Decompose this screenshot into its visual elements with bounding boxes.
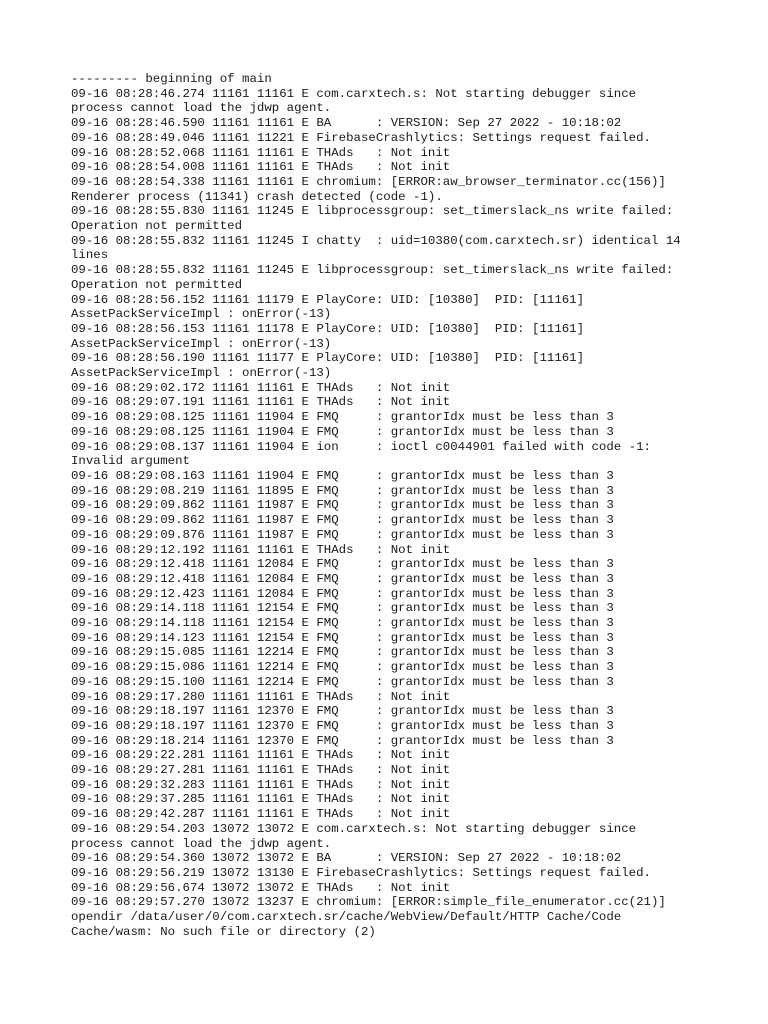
log-line: 09-16 08:29:15.086 11161 12214 E FMQ : grantorIdx must be less than 3	[71, 660, 614, 675]
log-line: 09-16 08:29:56.219 13072 13130 E FirebaseCrashlytics: Settings request failed.	[71, 865, 651, 880]
log-line: 09-16 08:29:42.287 11161 11161 E THAds : Not init	[71, 807, 451, 822]
log-line: 09-16 08:28:54.338 11161 11161 E chromium: [ERROR:aw_browser_terminator.cc(156)]	[71, 174, 666, 189]
log-line: 09-16 08:28:56.152 11161 11179 E PlayCore: UID: [10380] PID: [11161]	[71, 292, 585, 307]
log-line: AssetPackServiceImpl : onError(-13)	[71, 336, 332, 351]
log-line: Operation not permitted	[71, 219, 243, 234]
log-line: 09-16 08:29:12.423 11161 12084 E FMQ : grantorIdx must be less than 3	[71, 586, 614, 601]
log-line: 09-16 08:29:15.100 11161 12214 E FMQ : grantorIdx must be less than 3	[71, 674, 614, 689]
log-line: Operation not permitted	[71, 277, 243, 292]
log-line: AssetPackServiceImpl : onError(-13)	[71, 307, 332, 322]
log-line: lines	[71, 248, 109, 263]
log-line: 09-16 08:28:56.190 11161 11177 E PlayCore: UID: [10380] PID: [11161]	[71, 351, 585, 366]
log-line: 09-16 08:29:14.118 11161 12154 E FMQ : grantorIdx must be less than 3	[71, 616, 614, 631]
log-line: --------- beginning of main	[71, 72, 272, 86]
log-line: 09-16 08:29:54.360 13072 13072 E BA : VERSION: Sep 27 2022 - 10:18:02	[71, 851, 622, 866]
log-line: 09-16 08:29:57.270 13072 13237 E chromium: [ERROR:simple_file_enumerator.cc(21)]	[71, 895, 666, 910]
log-line: 09-16 08:28:54.008 11161 11161 E THAds : Not init	[71, 160, 451, 175]
log-line: 09-16 08:29:32.283 11161 11161 E THAds : Not init	[71, 777, 451, 792]
log-line: 09-16 08:29:54.203 13072 13072 E com.carxtech.s: Not starting debugger since	[71, 821, 637, 836]
log-line: Renderer process (11341) crash detected (code -1).	[71, 189, 443, 204]
log-line: 09-16 08:29:15.085 11161 12214 E FMQ : grantorIdx must be less than 3	[71, 645, 614, 660]
log-line: 09-16 08:29:02.172 11161 11161 E THAds : Not init	[71, 380, 451, 395]
log-line: 09-16 08:29:09.862 11161 11987 E FMQ : grantorIdx must be less than 3	[71, 498, 614, 513]
log-line: 09-16 08:29:18.197 11161 12370 E FMQ : grantorIdx must be less than 3	[71, 704, 614, 719]
log-line: 09-16 08:28:55.830 11161 11245 E libprocessgroup: set_timerslack_ns write failed:	[71, 204, 674, 219]
log-line: 09-16 08:29:12.418 11161 12084 E FMQ : grantorIdx must be less than 3	[71, 571, 614, 586]
log-line: 09-16 08:28:55.832 11161 11245 E libprocessgroup: set_timerslack_ns write failed:	[71, 263, 674, 278]
log-line: AssetPackServiceImpl : onError(-13)	[71, 366, 332, 381]
log-line: 09-16 08:29:22.281 11161 11161 E THAds : Not init	[71, 748, 451, 763]
log-line: 09-16 08:29:18.214 11161 12370 E FMQ : grantorIdx must be less than 3	[71, 733, 614, 748]
log-line: 09-16 08:29:08.163 11161 11904 E FMQ : grantorIdx must be less than 3	[71, 468, 614, 483]
log-line: 09-16 08:29:08.137 11161 11904 E ion : ioctl c0044901 failed with code -1:	[71, 439, 651, 454]
log-line: 09-16 08:29:17.280 11161 11161 E THAds : Not init	[71, 689, 451, 704]
log-line: 09-16 08:29:08.219 11161 11895 E FMQ : grantorIdx must be less than 3	[71, 483, 614, 498]
log-line: 09-16 08:29:27.281 11161 11161 E THAds : Not init	[71, 763, 451, 778]
log-line: 09-16 08:29:08.125 11161 11904 E FMQ : grantorIdx must be less than 3	[71, 424, 614, 439]
log-line: 09-16 08:29:37.285 11161 11161 E THAds : Not init	[71, 792, 451, 807]
log-line: 09-16 08:28:49.046 11161 11221 E FirebaseCrashlytics: Settings request failed.	[71, 130, 651, 145]
log-line: 09-16 08:28:46.590 11161 11161 E BA : VERSION: Sep 27 2022 - 10:18:02	[71, 116, 622, 131]
log-line: 09-16 08:29:08.125 11161 11904 E FMQ : grantorIdx must be less than 3	[71, 410, 614, 425]
log-line: Invalid argument	[71, 454, 190, 469]
log-line: 09-16 08:29:09.862 11161 11987 E FMQ : grantorIdx must be less than 3	[71, 513, 614, 528]
log-line: 09-16 08:29:12.192 11161 11161 E THAds : Not init	[71, 542, 451, 557]
log-line: 09-16 08:28:52.068 11161 11161 E THAds : Not init	[71, 145, 451, 160]
log-document	[71, 72, 751, 939]
log-line: 09-16 08:29:14.118 11161 12154 E FMQ : grantorIdx must be less than 3	[71, 601, 614, 616]
log-line: 09-16 08:28:56.153 11161 11178 E PlayCore: UID: [10380] PID: [11161]	[71, 321, 585, 336]
log-line: 09-16 08:28:46.274 11161 11161 E com.carxtech.s: Not starting debugger since	[71, 86, 637, 101]
log-line: 09-16 08:29:09.876 11161 11987 E FMQ : grantorIdx must be less than 3	[71, 527, 614, 542]
log-line: 09-16 08:29:56.674 13072 13072 E THAds : Not init	[71, 880, 451, 895]
log-line: Cache/wasm: No such file or directory (2)	[71, 924, 376, 939]
log-line: 09-16 08:29:14.123 11161 12154 E FMQ : grantorIdx must be less than 3	[71, 630, 614, 645]
log-line: opendir /data/user/0/com.carxtech.sr/cache/WebView/Default/HTTP Cache/Code	[71, 910, 622, 925]
log-line: 09-16 08:28:55.832 11161 11245 I chatty : uid=10380(com.carxtech.sr) identical 14	[71, 233, 681, 248]
log-line: 09-16 08:29:12.418 11161 12084 E FMQ : grantorIdx must be less than 3	[71, 557, 614, 572]
log-line: process cannot load the jdwp agent.	[71, 101, 332, 116]
log-line: process cannot load the jdwp agent.	[71, 836, 332, 851]
log-line: 09-16 08:29:18.197 11161 12370 E FMQ : grantorIdx must be less than 3	[71, 718, 614, 733]
log-line: 09-16 08:29:07.191 11161 11161 E THAds : Not init	[71, 395, 451, 410]
